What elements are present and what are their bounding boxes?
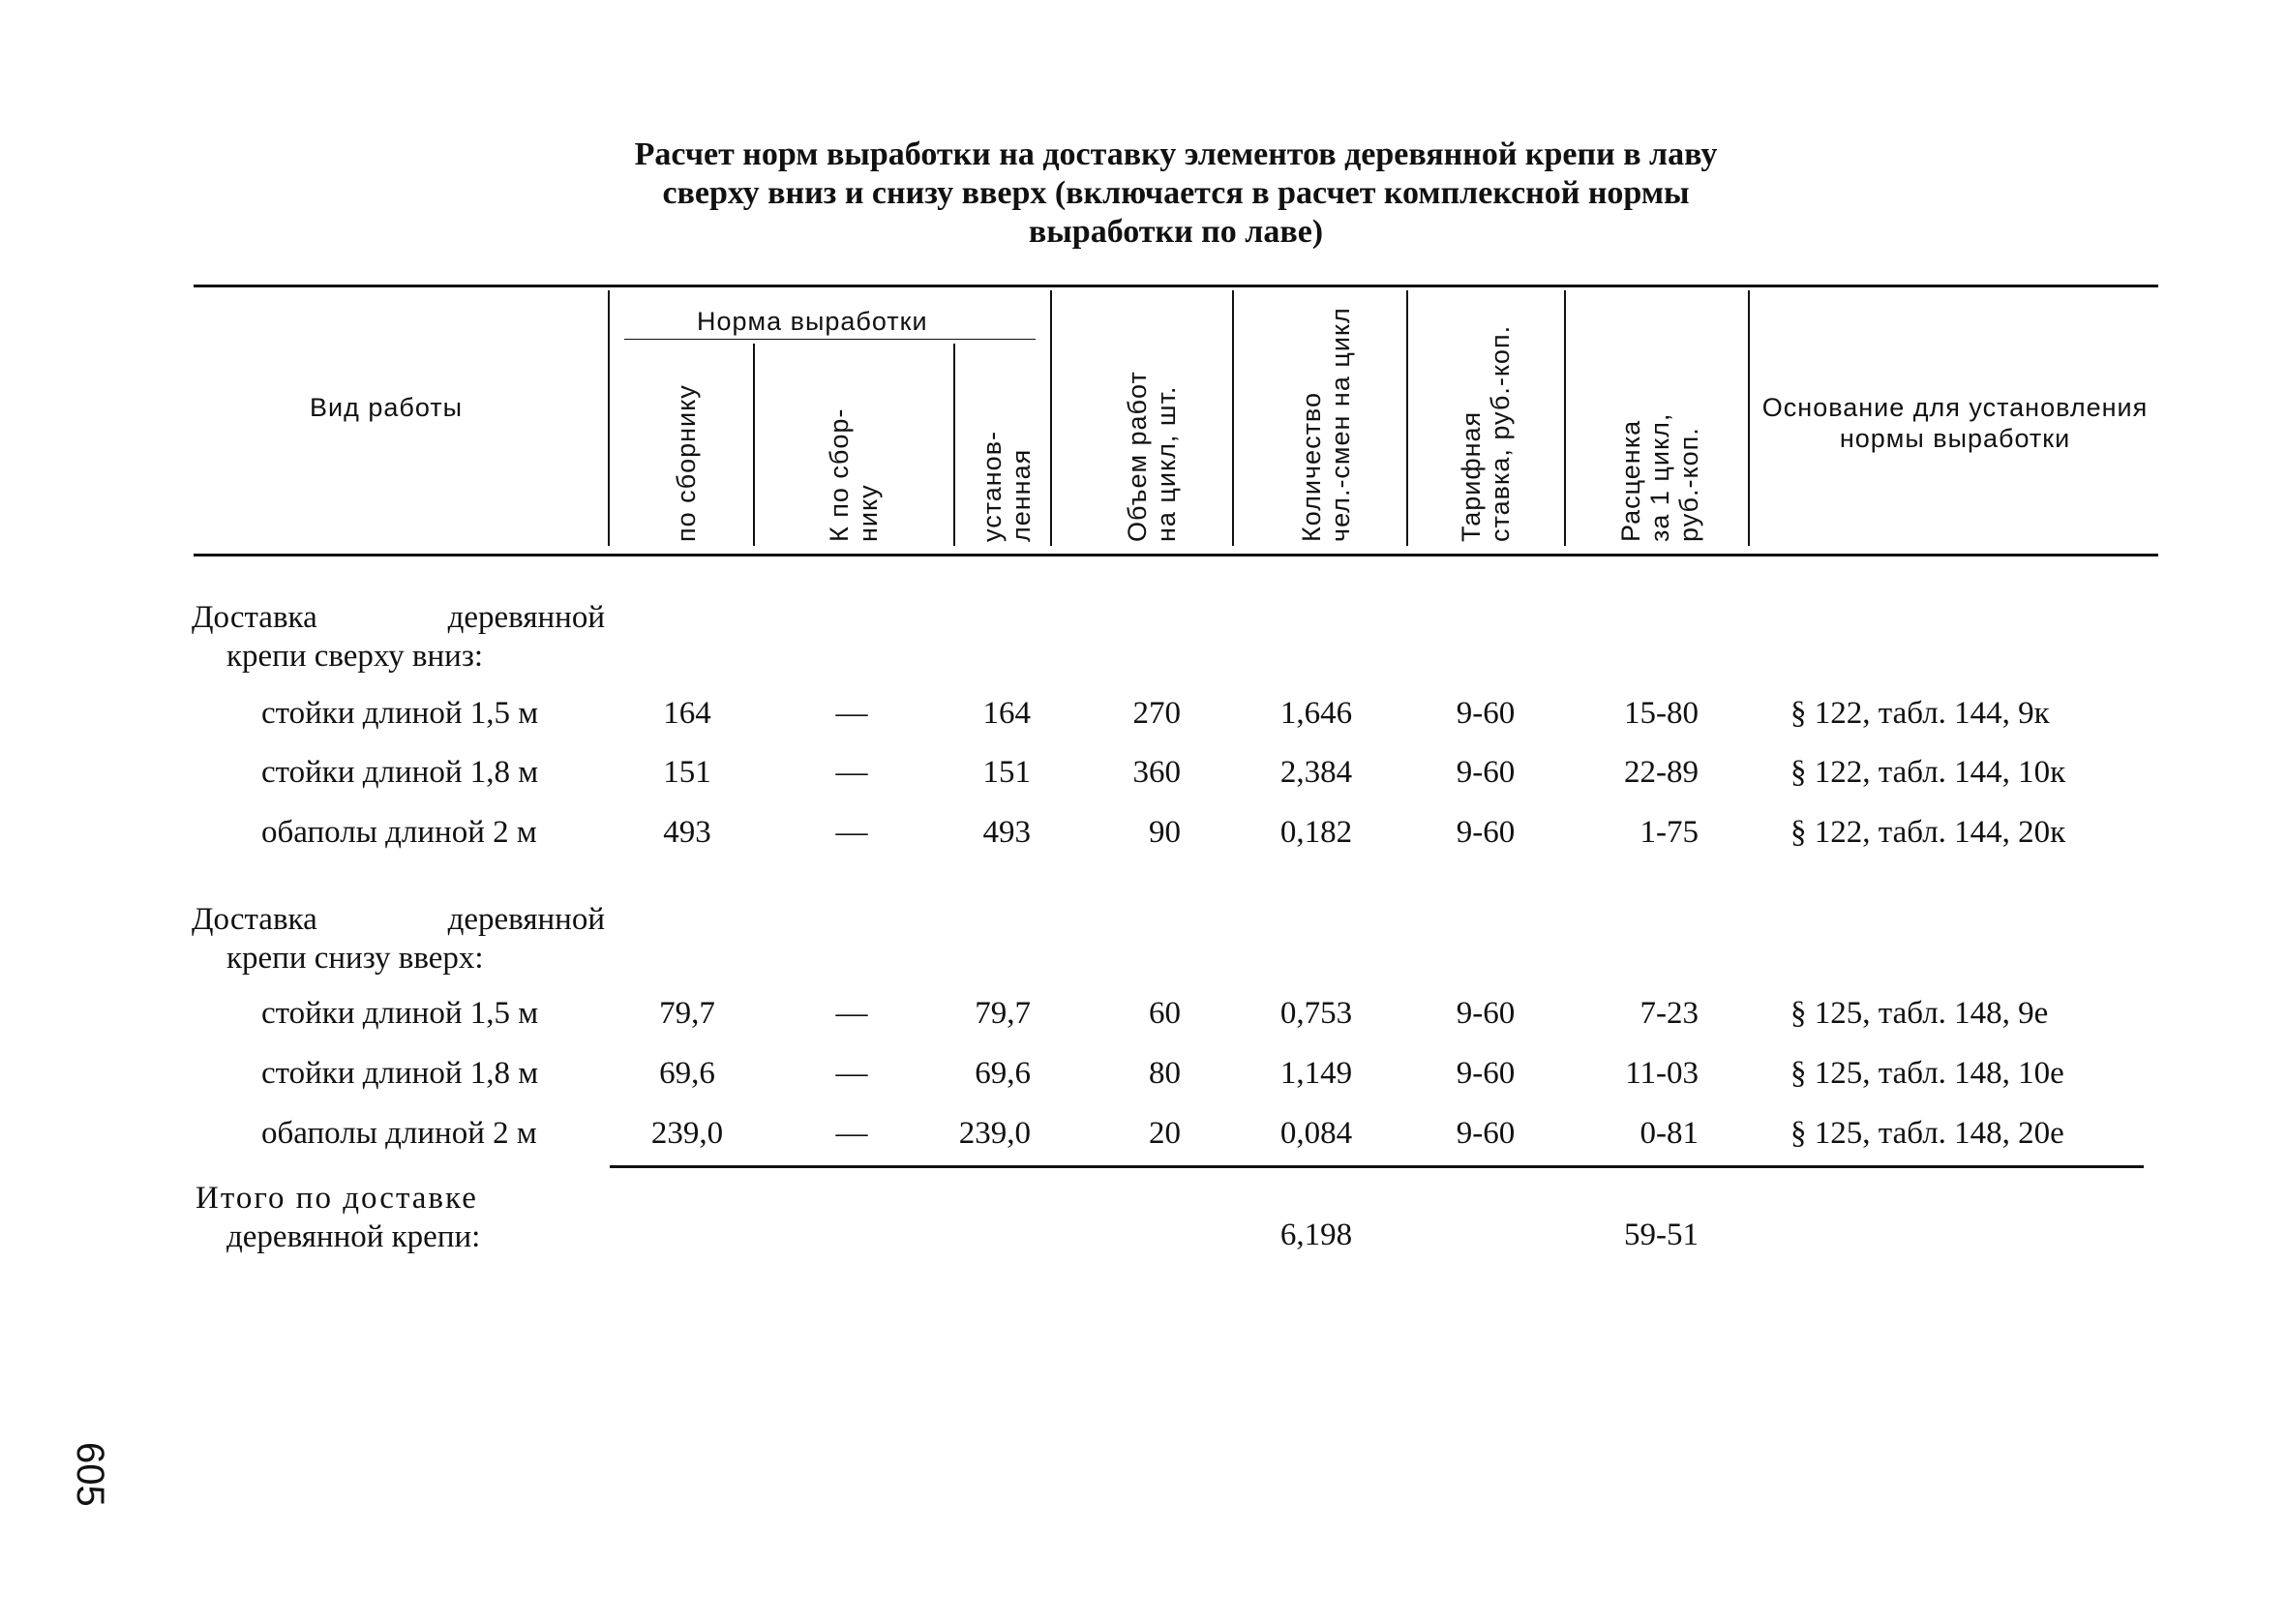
cell-k: — bbox=[835, 996, 868, 1031]
header-ust-line-2: ленная bbox=[1007, 448, 1036, 542]
header-k-line-1: К по сбор- bbox=[825, 407, 854, 542]
cell-po-sborniku: 164 bbox=[663, 696, 711, 731]
header-rasc-line-2: за 1 цикл, bbox=[1645, 412, 1674, 542]
cell-osnovanie: § 125, табл. 148, 20е bbox=[1790, 1116, 2064, 1151]
cell-k: — bbox=[835, 696, 868, 731]
cell-osnovanie: § 122, табл. 144, 20к bbox=[1790, 815, 2066, 850]
cell-rascenka: 0-81 bbox=[1639, 1116, 1699, 1151]
cell-osnovanie: § 125, табл. 148, 10е bbox=[1790, 1056, 2064, 1091]
header-k-po-sborniku bbox=[825, 348, 883, 542]
header-k-line-2: нику bbox=[854, 484, 883, 542]
cell-tarif: 9-60 bbox=[1456, 755, 1516, 790]
col-separator bbox=[1232, 290, 1234, 546]
cell-rascenka: 7-23 bbox=[1639, 996, 1699, 1031]
title-line-2: сверху вниз и снизу вверх (включается в расчет комплексной нормы bbox=[662, 175, 1690, 211]
cell-kolichestvo: 2,384 bbox=[1279, 755, 1353, 790]
cell-obem: 90 bbox=[1149, 815, 1181, 850]
total-rule bbox=[610, 1165, 2144, 1168]
header-osnovanie bbox=[1752, 392, 2158, 454]
cell-obem: 60 bbox=[1149, 996, 1181, 1031]
total-label-line-2: деревянной крепи: bbox=[226, 1219, 481, 1254]
cell-kolichestvo: 1,646 bbox=[1279, 696, 1353, 731]
cell-k: — bbox=[835, 1056, 868, 1091]
header-obem bbox=[1123, 310, 1181, 542]
cell-po-sborniku: 151 bbox=[663, 755, 711, 790]
header-bottom-rule bbox=[194, 554, 2158, 556]
header-rascenka bbox=[1616, 358, 1703, 542]
header-ustanovlennaya bbox=[978, 348, 1036, 542]
cell-rascenka: 15-80 bbox=[1624, 696, 1699, 731]
cell-ustanovlennaya: 239,0 bbox=[958, 1116, 1031, 1151]
col-separator bbox=[753, 344, 755, 546]
col-separator bbox=[953, 344, 955, 546]
total-label bbox=[196, 1179, 480, 1256]
title-line-1: Расчет норм выработки на доставку элементов деревянной крепи в лаву bbox=[634, 136, 1718, 172]
cell-rascenka: 1-75 bbox=[1639, 815, 1699, 850]
header-tarif-line-1: Тарифная bbox=[1457, 410, 1486, 542]
cell-ustanovlennaya: 151 bbox=[982, 755, 1031, 790]
section-1-heading bbox=[192, 598, 605, 676]
col-separator bbox=[1564, 290, 1566, 546]
cell-rascenka: 11-03 bbox=[1625, 1056, 1699, 1091]
cell-osnovanie: § 122, табл. 144, 9к bbox=[1790, 696, 2050, 731]
cell-kolichestvo: 0,084 bbox=[1279, 1116, 1353, 1151]
section-1-heading-line-1: Доставка деревянной bbox=[192, 600, 605, 635]
section-2-heading-line-2: крепи снизу вверх: bbox=[226, 941, 484, 976]
total-kolichestvo: 6,198 bbox=[1279, 1218, 1353, 1252]
cell-tarif: 9-60 bbox=[1456, 996, 1516, 1031]
cell-rascenka: 22-89 bbox=[1624, 755, 1699, 790]
cell-obem: 360 bbox=[1132, 755, 1181, 790]
cell-k: — bbox=[835, 755, 868, 790]
header-po-sborniku-text: по сборнику bbox=[672, 384, 701, 542]
row-name: стойки длиной 1,5 м bbox=[261, 996, 539, 1031]
header-rasc-line-3: руб.-коп. bbox=[1674, 427, 1703, 542]
header-osn-line-2: нормы выработки bbox=[1839, 424, 2071, 453]
table-top-rule bbox=[194, 285, 2158, 287]
cell-kolichestvo: 0,753 bbox=[1279, 996, 1353, 1031]
cell-ustanovlennaya: 69,6 bbox=[975, 1056, 1031, 1091]
cell-po-sborniku: 79,7 bbox=[659, 996, 715, 1031]
total-rascenka: 59-51 bbox=[1624, 1218, 1699, 1252]
row-name: стойки длиной 1,8 м bbox=[261, 1056, 539, 1091]
cell-po-sborniku: 493 bbox=[663, 815, 711, 850]
header-osn-line-1: Основание для установления bbox=[1761, 393, 2149, 422]
page-number: 605 bbox=[69, 1442, 111, 1507]
header-kolichestvo bbox=[1297, 290, 1355, 542]
header-ust-line-1: установ- bbox=[978, 430, 1007, 542]
cell-tarif: 9-60 bbox=[1456, 696, 1516, 731]
document-title bbox=[290, 135, 2061, 252]
row-name: обаполы длиной 2 м bbox=[261, 1116, 537, 1151]
cell-k: — bbox=[835, 815, 868, 850]
cell-po-sborniku: 239,0 bbox=[650, 1116, 724, 1151]
title-line-3: выработки по лаве) bbox=[1028, 214, 1324, 250]
cell-kolichestvo: 0,182 bbox=[1279, 815, 1353, 850]
col-separator bbox=[608, 290, 610, 546]
cell-tarif: 9-60 bbox=[1456, 1056, 1516, 1091]
col-separator bbox=[1748, 290, 1750, 546]
section-2-heading-line-1: Доставка деревянной bbox=[192, 902, 605, 937]
cell-po-sborniku: 69,6 bbox=[659, 1056, 715, 1091]
col-separator bbox=[1406, 290, 1408, 546]
cell-obem: 20 bbox=[1149, 1116, 1181, 1151]
section-1-heading-line-2: крепи сверху вниз: bbox=[226, 639, 484, 674]
col-separator bbox=[1050, 290, 1052, 546]
cell-ustanovlennaya: 79,7 bbox=[975, 996, 1031, 1031]
cell-obem: 80 bbox=[1149, 1056, 1181, 1091]
cell-ustanovlennaya: 164 bbox=[982, 696, 1031, 731]
header-rasc-line-1: Расценка bbox=[1616, 419, 1645, 542]
cell-tarif: 9-60 bbox=[1456, 815, 1516, 850]
cell-ustanovlennaya: 493 bbox=[982, 815, 1031, 850]
header-po-sborniku bbox=[672, 348, 701, 542]
cell-k: — bbox=[835, 1116, 868, 1151]
header-obem-line-2: на цикл, шт. bbox=[1152, 385, 1181, 542]
header-obem-line-1: Объем работ bbox=[1123, 371, 1152, 542]
header-vid-raboty: Вид работы bbox=[310, 393, 464, 422]
section-2-heading bbox=[192, 900, 605, 977]
header-tarifnaya bbox=[1457, 290, 1515, 542]
row-name: обаполы длиной 2 м bbox=[261, 815, 537, 850]
cell-osnovanie: § 125, табл. 148, 9е bbox=[1790, 996, 2049, 1031]
total-label-line-1: Итого по доставке bbox=[196, 1181, 478, 1216]
header-kol-line-1: Количество bbox=[1297, 392, 1326, 542]
header-norma-group: Норма выработки bbox=[697, 307, 928, 336]
cell-osnovanie: § 122, табл. 144, 10к bbox=[1790, 755, 2066, 790]
row-name: стойки длиной 1,8 м bbox=[261, 755, 539, 790]
row-name: стойки длиной 1,5 м bbox=[261, 696, 539, 731]
header-kol-line-2: чел.-смен на цикл bbox=[1326, 307, 1355, 542]
cell-kolichestvo: 1,149 bbox=[1279, 1056, 1353, 1091]
header-tarif-line-2: ставка, руб.-коп. bbox=[1486, 324, 1515, 542]
cell-obem: 270 bbox=[1132, 696, 1181, 731]
norma-group-rule bbox=[624, 339, 1036, 340]
cell-tarif: 9-60 bbox=[1456, 1116, 1516, 1151]
